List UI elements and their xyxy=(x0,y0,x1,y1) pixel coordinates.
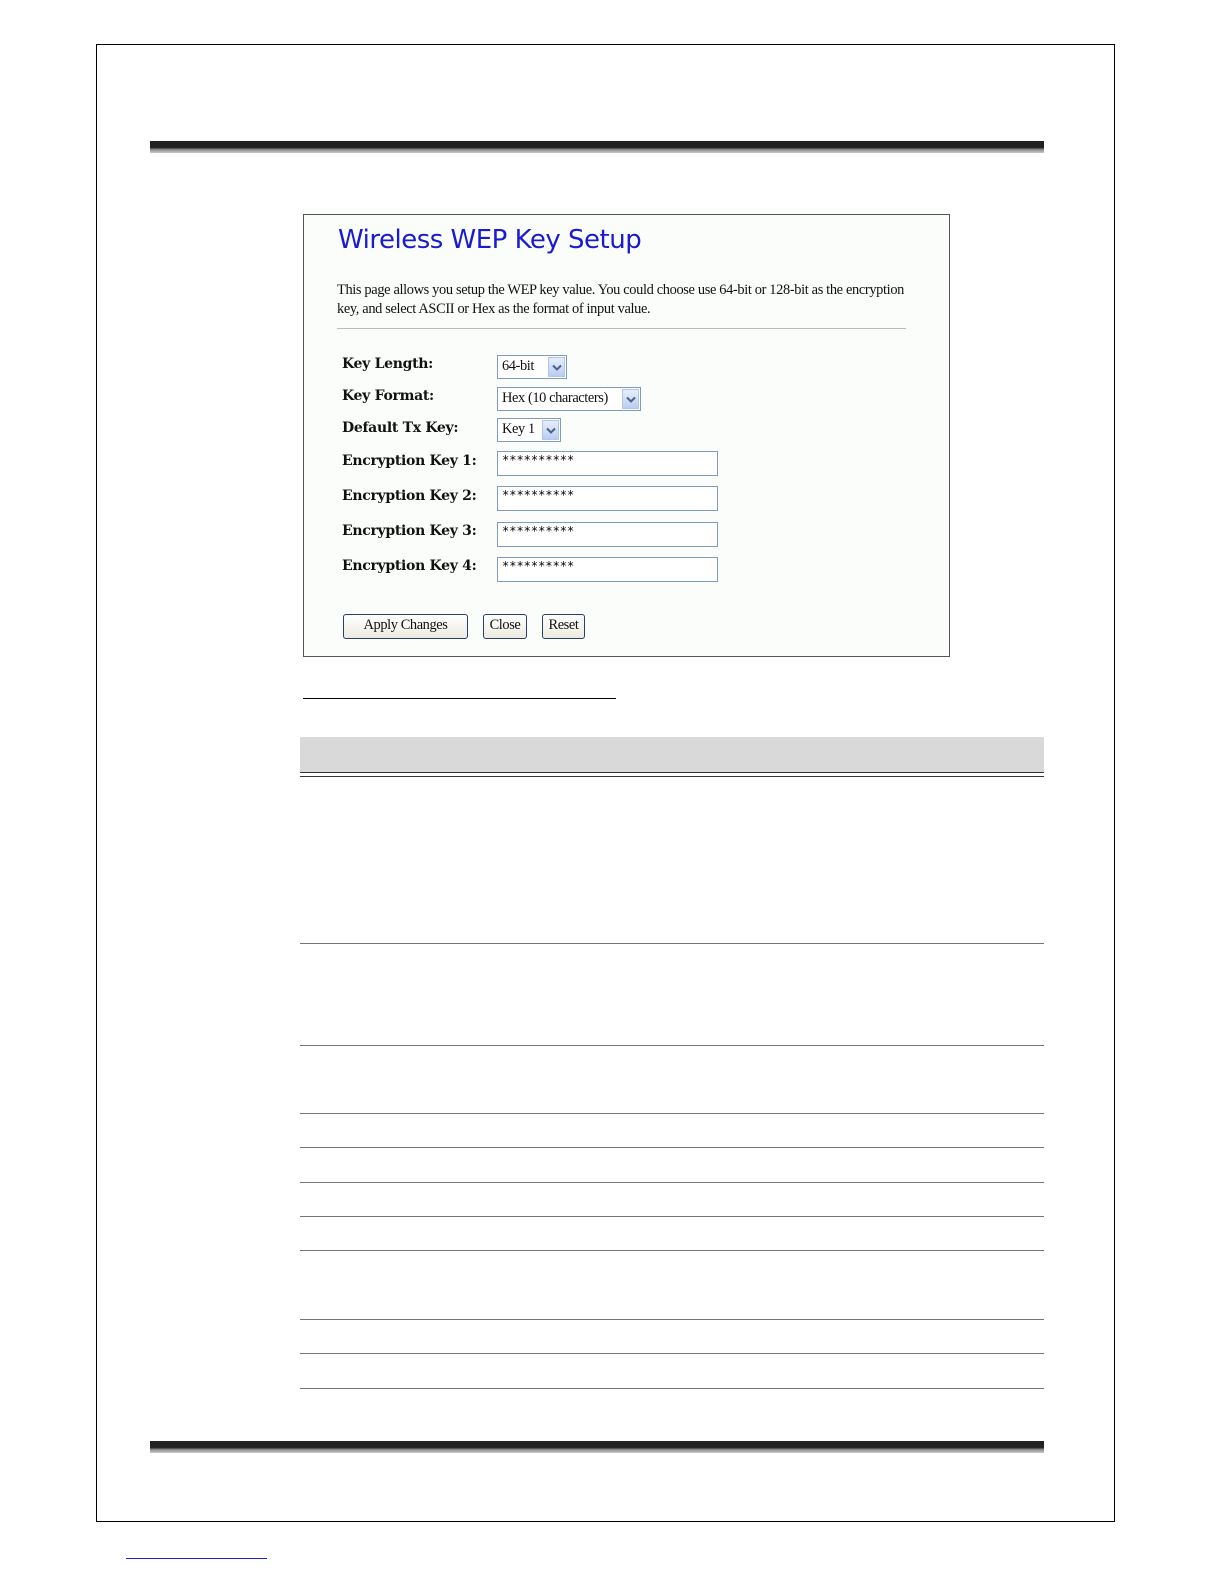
table-row-divider xyxy=(300,1388,1044,1389)
footer-rule xyxy=(150,1441,1044,1453)
apply-changes-button[interactable]: Apply Changes xyxy=(343,614,468,639)
key-format-select[interactable] xyxy=(497,387,641,411)
encryption-key-3-input[interactable]: ********** xyxy=(497,522,718,547)
footer-link-underline xyxy=(126,1558,267,1559)
key-length-value: 64-bit xyxy=(502,358,534,374)
table-row-divider xyxy=(300,1182,1044,1183)
default-tx-key-label: Default Tx Key: xyxy=(342,420,459,436)
encryption-key-1-input[interactable]: ********** xyxy=(497,451,718,476)
key-format-label: Key Format: xyxy=(342,388,434,404)
encryption-key-2-input[interactable]: ********** xyxy=(497,486,718,511)
chevron-down-icon[interactable] xyxy=(548,357,565,377)
table-row-divider xyxy=(300,1113,1044,1114)
key-length-label: Key Length: xyxy=(342,356,434,372)
caption-underline xyxy=(303,698,616,699)
default-tx-key-select[interactable] xyxy=(497,418,561,442)
default-tx-key-value: Key 1 xyxy=(502,421,535,437)
header-rule xyxy=(150,141,1044,153)
close-button[interactable]: Close xyxy=(483,614,527,639)
encryption-key-3-label: Encryption Key 3: xyxy=(342,523,477,539)
table-header xyxy=(300,737,1044,773)
chevron-down-icon[interactable] xyxy=(542,420,559,440)
table-row-divider xyxy=(300,943,1044,944)
chevron-down-icon[interactable] xyxy=(622,389,639,409)
key-length-select[interactable] xyxy=(497,355,567,379)
separator xyxy=(337,328,906,329)
page-description: This page allows you setup the WEP key value. You could choose use 64-bit or 128-bit as the encryption key, and select ASCII or Hex as the format of input value. xyxy=(337,282,905,317)
encryption-key-2-label: Encryption Key 2: xyxy=(342,488,477,504)
encryption-key-4-input[interactable]: ********** xyxy=(497,557,718,582)
encryption-key-4-label: Encryption Key 4: xyxy=(342,558,477,574)
table-row-divider xyxy=(300,1216,1044,1217)
key-format-value: Hex (10 characters) xyxy=(502,390,608,406)
reset-button[interactable]: Reset xyxy=(542,614,585,639)
table-row-divider xyxy=(300,1045,1044,1046)
table-row-divider xyxy=(300,1147,1044,1148)
wep-key-setup-panel xyxy=(303,214,950,657)
table-row-divider xyxy=(300,1250,1044,1251)
table-row-divider xyxy=(300,1353,1044,1354)
encryption-key-1-label: Encryption Key 1: xyxy=(342,453,477,469)
table-row-divider xyxy=(300,1319,1044,1320)
page-title: Wireless WEP Key Setup xyxy=(338,225,642,255)
